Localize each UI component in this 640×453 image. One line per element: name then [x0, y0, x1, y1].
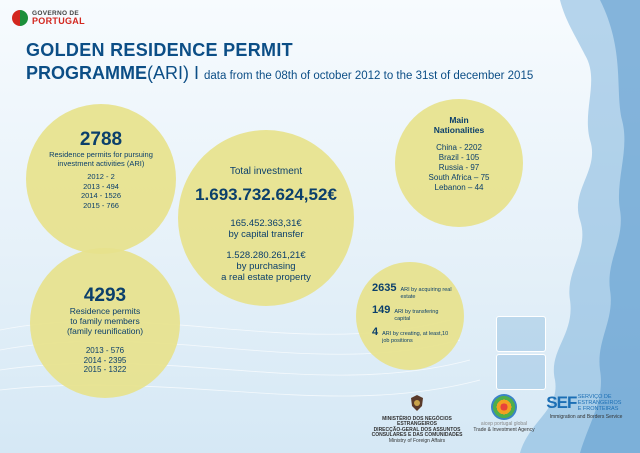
family-permits-circle — [30, 248, 180, 398]
mfa-logo-block — [362, 394, 472, 444]
title-programme: PROGRAMME — [26, 63, 147, 83]
ari-count: 149 — [372, 304, 391, 316]
sef-caption: Immigration and Borders Service — [549, 414, 623, 420]
nationalities-title — [395, 115, 523, 135]
date-range-subtitle: data from the 08th of october 2012 to the 31st of december 2015 — [204, 70, 534, 82]
investment-total: 1.693.732.624,52€ — [195, 185, 337, 204]
sef-name: SERVIÇO DE ESTRANGEIROS E FRONTEIRAS — [577, 394, 622, 412]
investment-title: Total investment — [229, 166, 303, 177]
year-row: 2015 - 1322 — [83, 365, 127, 374]
residence-permits-total: 2788 — [79, 129, 123, 150]
capital-label: by capital transfer — [228, 229, 304, 240]
sef-logo: SEF — [546, 393, 577, 413]
family-permits-total: 4293 — [83, 285, 127, 306]
portugal-emblem-icon — [12, 10, 28, 26]
mfa-line3: Ministry of Foreign Affairs — [388, 437, 446, 444]
year-row: 2015 - 766 — [83, 200, 119, 210]
family-label-line1: Residence permits — [69, 306, 141, 316]
year-row: 2012 - 2 — [87, 172, 115, 181]
capital-transfer — [178, 218, 354, 240]
residence-permits-circle — [26, 104, 176, 254]
logo-line2: PORTUGAL — [32, 16, 85, 26]
residence-permits-label: Residence permits for pursuing investment activities (ARI) — [49, 150, 153, 168]
ari-desc: ARI by acquiring real estate — [400, 287, 452, 300]
property-label-line2: a real estate property — [221, 272, 311, 283]
family-permits-years — [30, 346, 180, 375]
azores-inset-map — [496, 316, 546, 352]
year-row: 2014 - 2395 — [83, 355, 127, 365]
nationalities-title-line1: Main — [449, 115, 469, 125]
mfa-line2: DIRECÇÃO-GERAL DOS ASSUNTOS CONSULARES E DAS COMUNIDADES — [371, 426, 463, 438]
family-label-line3: (family reunification) — [66, 326, 144, 336]
ari-breakdown-circle — [356, 262, 464, 370]
aicep-logo-block — [473, 394, 535, 433]
logo-line1: GOVERNO DE — [32, 10, 80, 17]
nationality-item: South Africa – 75 — [428, 173, 490, 182]
ari-row — [372, 326, 464, 344]
page-title-line2 — [26, 63, 533, 84]
ari-row — [372, 282, 464, 300]
property-label-line1: by purchasing — [236, 261, 296, 272]
nationality-item: Brazil - 105 — [438, 153, 480, 162]
aicep-name: aicep portugal global — [480, 421, 528, 427]
ari-desc: ARI by transfering capital — [394, 309, 439, 322]
residence-permits-years — [26, 172, 176, 210]
nationality-item: China - 2202 — [436, 143, 482, 152]
year-row: 2013 - 576 — [85, 346, 125, 355]
total-investment-circle — [178, 130, 354, 306]
nationality-item: Russia - 97 — [438, 163, 480, 172]
nationalities-title-line2: Nationalities — [433, 125, 485, 135]
year-row: 2014 - 1526 — [80, 191, 122, 200]
property-amount: 1.528.280.261,21€ — [226, 250, 306, 261]
capital-amount: 165.452.363,31€ — [230, 218, 302, 229]
aicep-logo-icon — [491, 394, 517, 420]
family-label-line2: to family members — [70, 316, 140, 326]
government-logo — [12, 10, 85, 26]
title-acronym: (ARI) I — [147, 63, 204, 83]
sef-logo-block — [538, 394, 634, 421]
aicep-caption: Trade & Investment Agency — [473, 426, 535, 433]
coat-of-arms-icon — [408, 394, 426, 412]
nationality-item: Lebanon – 44 — [434, 183, 484, 192]
mfa-line1: MINISTÉRIO DOS NEGÓCIOS ESTRANGEIROS — [382, 415, 452, 427]
madeira-inset-map — [496, 354, 546, 390]
year-row: 2013 - 494 — [83, 181, 119, 191]
family-permits-label — [30, 306, 180, 336]
page-title: GOLDEN RESIDENCE PERMIT — [26, 40, 293, 60]
ari-desc: ARI by creating, at least,10 job positions — [382, 331, 449, 344]
ari-count: 2635 — [372, 282, 397, 294]
real-estate-purchase — [178, 250, 354, 283]
ari-count: 4 — [372, 326, 379, 338]
ari-row — [372, 304, 464, 322]
nationalities-circle — [395, 99, 523, 227]
